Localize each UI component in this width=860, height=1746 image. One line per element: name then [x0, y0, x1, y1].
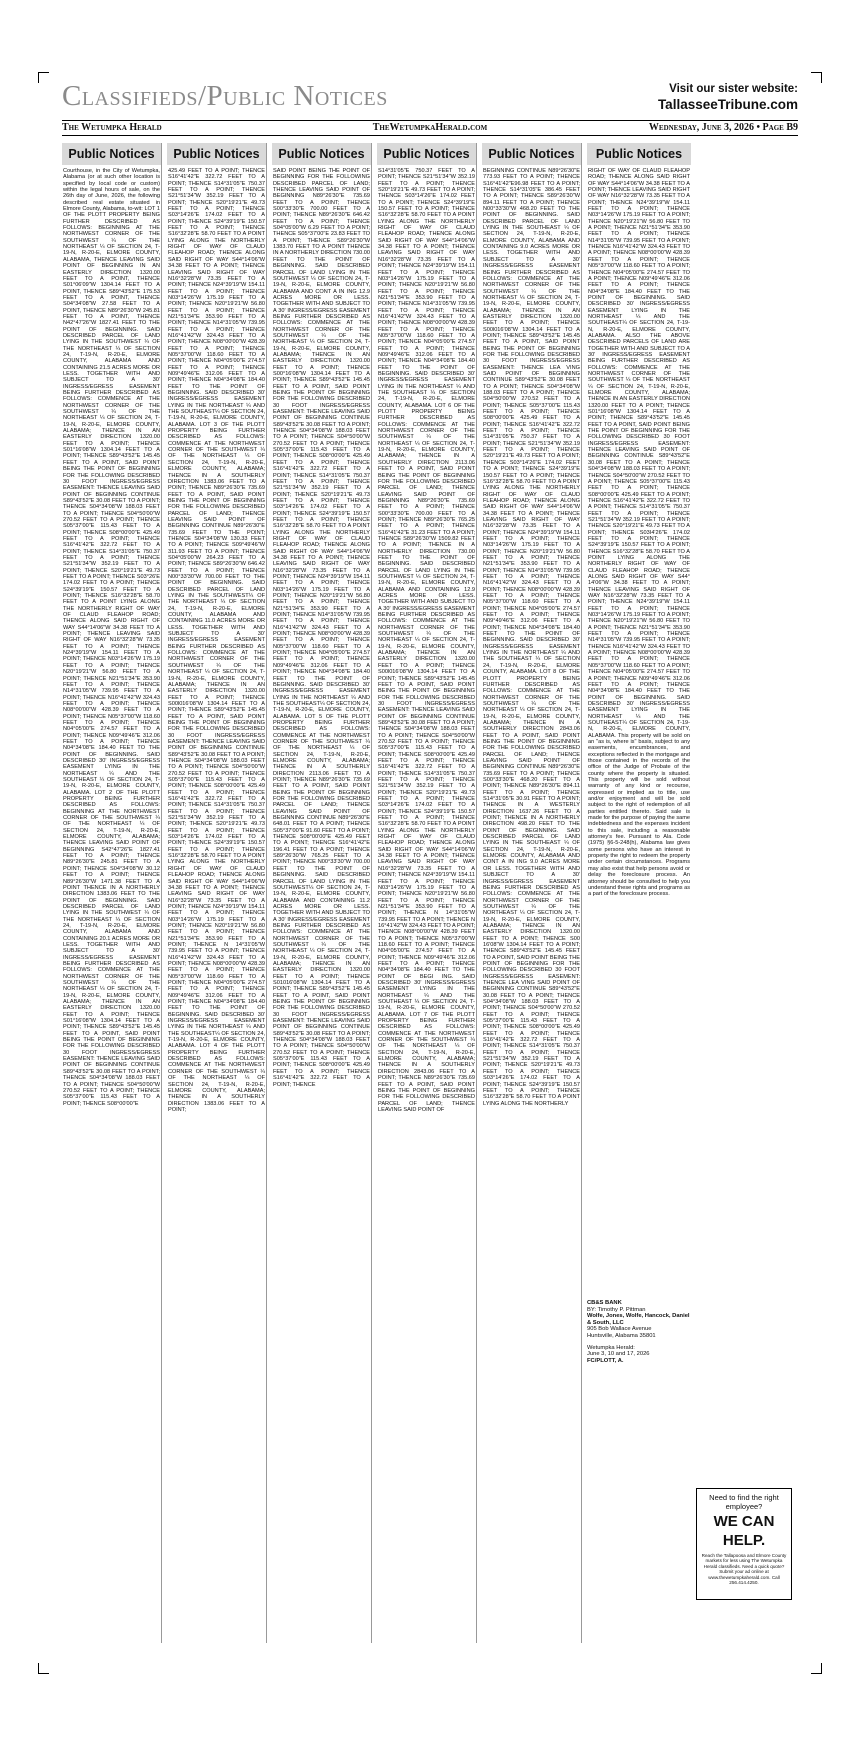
notice-signature [587, 1300, 691, 1364]
crop-mark-bottom-right [811, 1663, 822, 1674]
column-header: Public Notices [377, 143, 476, 165]
public-notices-columns [62, 143, 798, 1643]
ad-headline-2: HELP. [722, 1532, 766, 1549]
paper-website[interactable]: TheWetumpkaHerald.com [372, 122, 488, 133]
signature-by: BY: Timothy P. Pittman [587, 1306, 646, 1313]
ad-question: Need to find the right employee? [709, 1493, 779, 1511]
notice-column-6 [587, 143, 691, 1643]
column-text: Courthouse, in the City of Wetumpka, Alabama (or at such other location is specified by local code or custom) within the legal hours of sale, on the 26th day of June, 2026, the following described real estate situated in Elmore County, Alabama, to-wit: LOT 1 OF THE PLOTT PROPERTY BEING FURTHER DESCRIBED AS FOLLOWS: BEGINNING AT THE NORTHWEST CORNER OF THE SOUTHWEST ¼ OF THE NORTHEAST ¼ OF SECTION 24, T-19-N, R-20-E, ELMORE COUNTY, ALABAMA, THENCE LEAVING SAID POINT OF BEGINNING IN AN EASTERLY DIRECTION 1320.00 FEET TO A POINT, THENCE S01°06'09"W 1304.14 FEET TO A POINT, THENCE S89°43'52"E 175.53 FEET TO A POINT, THENCE S04°34'08"W 27.58 FEET TO A POINT, THENCE N89°26'30"W 245.81 FEET TO A POINT, THENCE N42°47'26"W 1827.41 FEET TO THE POINT OF BEGINNING. SAID DESCRIBED PARCEL OF LAND LYING IN THE SOUTHWEST ¼ OF THE NORTHEAST ¼ OF SECTION 24, T-19-N, R-20-E, ELMORE COUNTY, ALABAMA AND CONTAINING 21.5 ACRES MORE OR LESS. TOGETHER WITH AND SUBJECT TO A 30' INGRESS/EGRESS EASEMENT BEING FURTHER DESCRIBED AS FOLLOWS: COMMENCE AT THE NORTHWEST CORNER OF THE SOUTHWEST ¼ OF THE NORTHEAST ¼ OF SECTION 24, T-19-N, R-20-E, ELMORE COUNTY, ALABAMA; THENCE IN AN EASTERLY DIRECTION 1320.00 FEET TO A POINT; THENCE S01°16'08"W 1304.14 FEET TO A POINT; THENCE S89°43'52"E 145.45 FEET TO A POINT, SAID POINT BEING THE POINT OF BEGINNING FOR THE FOLLOWING DESCRIBED 30 FOOT INGRESS/EGRESS EASEMENT: THENCE LEAVING SAID POINT OF BEGINNING CONTINUE S89°43'52"E 30.08 FEET TO A POINT; THENCE S04°34'08"W 188.03 FEET TO A POINT; THENCE S04°50'00"W 270.52 FEET TO A POINT; THENCE S05°37'00"E 115.43 FEET TO A POINT; THENCE S08°00'00"E 425.49 FEET TO A POINT; THENCE S16°41'42"E 322.72 FEET TO A POINT; THENCE S14°31'05"E 750.37 FEET TO A POINT; THENCE S21°51'34"W 352.19 FEET TO A POINT; THENCE S20°19'21"E 49.73 FEET TO A POINT; THENCE S03°26'E 174.02 FEET TO A POINT; THENCE S24°39'19"E 150.57 FEET TO A POINT; THENCE S16°32'28"E 58.70 FEET TO A POINT LYING ALONG THE NORTHERLY RIGHT OF WAY OF CLAUD FLEAHOP ROAD; THENCE ALONG SAID RIGHT OF WAY S44°14'06"W 34.38 FEET TO A POINT; THENCE LEAVING SAID RIGHT OF WAY N16°32'28"W 73.35 FEET TO A POINT; THENCE N24°39'19"W 154.11 FEET TO A POINT; THENCE N03°14'26"W 175.19 FEET TO A POINT; THENCE N20°19'21"W 56.80 FEET TO A POINT; THENCE N21°51'34"E 353.90 FEET TO A POINT; THENCE N14°31'05"W 739.95 FEET TO A POINT; THENCE N16°41'42"W 324.43 FEET TO A POINT; THENCE N08°00'00"W 428.39 FEET TO A POINT; THENCE N05°37'00"W 118.60 FEET TO A POINT; THENCE N04°05'00"E 274.57 FEET TO A POINT; THENCE N09°49'46"E 312.06 FEET TO A POINT; THENCE N04°34'08"E 184.40 FEET TO THE POINT OF BEGINNING. SAID DESCRIBED 30' INGRESS/EGRESS EASEMENT LYING IN THE NORTHEAST ¼ AND THE SOUTHEAST ¼ OF SECTION 24, T-19-N, R-20-E, ELMORE COUNTY, ALABAMA. LOT 2 OF THE PLOTT PROPERTY BEING FURTHER DESCRIBED AS FOLLOWS: BEGINNING AT THE NORTHWEST CORNER OF THE SOUTHWEST ¼ OF THE NORTHEAST ¼ OF SECTION 24, T-19-N, R-20-E, ELMORE COUNTY, ALABAMA; THENCE LEAVING SAID POINT OF BEGINNING S42°47'26"E 1827.41 FEET TO A POINT; THENCE N89°26'30"E 245.81 FEET TO A POINT; THENCE S04°34'08"W 30.12 FEET TO A POINT; THENCE N89°26'30"W 1471.38 FEET TO A POINT THENCE IN A NORTHERLY DIRECTION 1383.06 FEET TO THE POINT OF BEGINNING. SAID DESCRIBED PARCEL OF LAND LYING IN THE SOUTHWEST ¼ OF THE NORTHEAST ¼ OF SECTION 24, T-19-N, R-20-E, ELMORE COUNTY, ALABAMA AND CONTAINING 20.1 ACRES MORE OR LESS. TOGETHER WITH AND SUBJECT TO A 30' INGRESS/EGRESS EASEMENT BEING FURTHER DESCRIBED AS FOLLOWS: COMMENCE AT THE NORTHWEST CORNER OF THE SOUTHWEST ¼ OF THE NORTHEAST ¼ OF SECTION 24, T-19-N, R-20-E, ELMORE COUNTY, ALABAMA; THENCE IN AN EASTERLY DIRECTION 1320.00 FEET TO A POINT; THENCE S01°16'08"W 1304.14 FEET TO A POINT; THENCE S89°43'52"E 145.45 FEET TO A POINT, SAID POINT BEING THE POINT OF BEGINNING FOR THE FOLLOWING DESCRIBED 30 FOOT INGRESS/EGRESS EASEMENT: THENCE LEAVING SAID POINT OF BEGINNING CONTINUE S89°43'52"E 30.08 FEET TO A POINT; THENCE S04°34'08"W 188.03 FEET TO A POINT; THENCE S04°50'00"W 270.52 FEET TO A POINT; THENCE S05°37'00"E 115.43 FEET TO A POINT; THENCE S08°00'00"E [63, 168, 160, 1107]
column-text: 425.49 FEET TO A POINT; THENCE S16°41'42"E 322.72 FEET TO A POINT; THENCE S14°31'05"E 750.37 FEET TO A POINT; THENCE S21°51'34"W 352.19 FEET TO A POINT; THENCE S20°19'21"E 49.73 FEET TO A POINT; THENCE S03°14'26"E 174.02 FEET TO A POINT; THENCE S24°39'19"E 150.57 FEET TO A POINT; THENCE S16°32'28"E 58.70 FEET TO A POINT LYING ALONG THE NORTHERLY RIGHT OF WAY OF CLAUD FLEAHOP ROAD; THENCE ALONG SAID RIGHT OF WAY S44°14'06"W 34.38 FEET TO A POINT; THENCE LEAVING SAID RIGHT OF WAY N16°32'28"W 73.35 FEET TO A POINT; THENCE N24°39'19"W 154.11 FEET TO A POINT; THENCE N03°14'26"W 175.19 FEET TO A POINT; THENCE N20°19'21"W 56.80 FEET TO A POINT; THENCE N21°51'34"E 353.90 FEET TO A POINT; THENCE N14°31'05"W 739.95 FEET TO A POINT; THENCE N16°41'42"W 324.43 FEET TO A POINT; THENCE N08°00'00"W 428.39 FEET TO A POINT; THENCE N05°37'00"W 118.60 FEET TO A POINT; THENCE N04°05'00"E 274.57 FEET TO A POINT; THENCE N09°49'46"E 312.06 FEET TO A POINT; THENCE N04°34'08"E 184.40 FEET TO THE POINT OF BEGINNING. SAID DESCRIBED 30' INGRESS/EGRESS EASEMENT LYING IN THE NORTHEAST ¼ AND THE SOUTHEAST¼ OF SECTION 24, T-19-N, R-20-E, ELMORE COUNTY, ALABAMA. LOT 3 OF THE PLOTT PROPERTY BEING FURTHER DESCRIBED AS FOLLOWS: COMMENCE AT THE NORTHWEST CORNER OF THE SOUTHWEST ¼ OF THE NORTHEAST ¼ OF SECTION 24, T-19-N, R-20-E, ELMORE COUNTY, ALABAMA; THENCE IN A SOUTHERLY DIRECTION 1383.06 FEET TO A POINT; THENCE N89°26'30"E 735.69 FEET TO A POINT, SAID POINT BEING THE POINT OF BEGINNING FOR THE FOLLOWING DESCRIBED PARCEL OF LAND; THENCE LEAVING SAID POINT OF BEGINNING CONTINUE N89°26'30"E 735.69 FEET TO THE POINT; THENCE S04°34'08"W 130.33 FEET TO A POINT; THENCE S09°49'46"W 311.93 FEET TO A POINT; THENCE S04°05'00"W 264.23 FEET TO A POINT; THENCE S89°26'30"W 646.42 FEET TO A POINT; THENCE N00°33'30"W 700.00 FEET TO THE POINT OF BEGINNING. SAID DESCRIBED PARCEL OF LAND LYING IN THE SOUTHWEST¼ OF THE NORTHEAST ¼ OF SECTION 24, T-19-N, R-20-E, ELMORE COUNTY, ALABAMA AND CONTAINING 11.0 ACRES MORE OR LESS. TOGETHER WITH AND SUBJECT TO A 30' INGRESS/EGRESS EASEMENT BEING FURTHER DESCRIBED AS FOLLOWS: COMMENCE AT THE NORTHWEST CORNER OF THE SOUTHWEST ¼ OF THE NORTHEAST ¼ OF SECTION 24, T-19-N, R-20-E, ELMORE COUNTY, ALABAMA; THENCE IN AN EASTERLY DIRECTION 1320.00 FEET TO A POINT; THENCE S00l016'08"W 1304.14 FEET TO A POINT; THENCE S89°43'52"E 145.45 FEET TO A POINT, SAID POINT BEING THE POINT OF BEGINNING FOR THE FOLLOWING DESCRIBED 30 FOOT INGRESS/EGRESS EASEMENT: THENCE LEAVING SAID POINT OF BEGINNING CONTINUE S89°43'52"E 30.08 FEET TO A POINT; THENCE S04°34'08"W 188.03 FEET TO A POINT; THENCE S04°50'00"W 270.52 FEET TO A POINT; THENCE S05°37'00"E 115.43 FEET TO A POINT; THENCE S08°00'00"E 425.49 FEET TO A POINT; THENCE S16°41'42"E 322.72 FEET TO A POINT; THENCE S14°31'05"E 750.37 FEET TO A POINT; THENCE S21°51'34"W 352.19 FEET TO A POINT; THENCE S20°19'21"E 49.73 FEET TO A POINT; THENCE S03°14'26"E 174.02 FEET TO A POINT; THENCE S24°39'19"E 150.57 FEET TO A POINT; THENCE S16°32'28"E 58.70 FEET TO A POINT LYING ALONG THE NORTHERLY RIGHT OF WAY OF CLAUD FLEAHOP ROAD; THENCE ALONG SAID RIGHT OF WAY S44°14'06"W 34.38 FEET TO A POINT; THENCE LEAVING SAID RIGHT OF WAY N16°32'28"W 73.35 FEET TO A POINT; THENCE N24°39'19"W 154.11 FEET TO A POINT; THENCE N03°14'26"W 175.19 FEET TO A POINT; THENCE N20°19'21"W 56.80 FEET TO A POINT; THENCE N21°51'34"E 353.90 FEET TO A POINT; THENCE N 14°31'05"W 739.95 FEET TO A POINT; THENCE N16°41'42"W 324.43 FEET TO A POINT; THENCE N08°00'00"W 428.39 FEET TO A POINT; THENCE N05°37'00"W 118.60 FEET TO A POINT; THENCE N04°05'00"E 274.57 FEET TO A POINT; THENCE N09°49'46"E 312.06 FEET TO A POINT; THENCE N04°34'08"E 184.40 FEET TO THE POINT OF BEGINNING. SAID DESCRIBED 30' INGRESS/EGRESS EASEMENT LYING IN THE NORTHEAST ¼ AND THE SOUTHEAST¼ OF SECTION 24, T-19-N, R-20-E, ELMORE COUNTY, ALABAMA. LOT 4 OF THE PLOTT PROPERTY BEING FURTHER DESCRIBED AS FOLLOWS: COMMENCE AT THE NORTHWEST CORNER OF THE SOUTHWEST ¼ OF THE NORTHEAST ¼ OF SECTION 24, T-19-N, R-20-E, ELMORE COUNTY, ALABAMA; THENCE IN A SOUTHERLY DIRECTION 1383.06 FEET TO A POINT; [168, 168, 265, 1113]
classified-ad[interactable] [696, 1488, 792, 1600]
column-text: RIGHT OF WAY OF CLAUD FLEAHOP ROAD; THENCE ALONG SAID RIGHT OF WAY S44°14'06"W 34.38 FEET TO A POINT; THENCE LEAVING SAID RIGHT OF WAY N16°32'28"W 73.35 FEET TO A POINT; THENCE N24°39'19"W 154.11 FEET TO A POINT; THENCE N03°14'26"W 175.19 FEET TO A POINT; THENCE N20°19'21"W 56.80 FEET TO A POINT; THENCE N21°51'34"E 353.90 FEET TO A POINT; THENCE N14°31'05"W 739.95 FEET TO A POINT; THENCE N16°41'42"W 324.43 FEET TO A POINT; THENCE N08°00'00"W 428.39 FEET TO A POINT; THENCE N05°37'00"W 118.60 FEET TO A POINT; THENCE N04°05'00"E 274.57 FEET TO A POINT; THENCE N09°49'46"E 312.06 FEET TO A POINT; THENCE N04°34'08"E 184.40 FEET TO THE POINT OF BEGINNING. SAID DESCRIBED 30' INGRESS/EGRESS EASEMENT LYING IN THE NORTHEAST ¼ AND THE SOUTHEAST¼ OF SECTION 24, T-19-N, R-20-E, ELMORE COUNTY, ALABAMA. ALSO THE ABOVE DESCRIBED PARCELS OF LAND ARE TOGETHER WITH AND SUBJECT TO A 30' INGRESS/EGRESS EASEMENT BEING FURTHER DESCRIBED AS FOLLOWS: COMMENCE AT THE NORTHWEST CORNER OF THE SOUTHWEST ¼ OF THE NORTHEAST ¼ OF SECTION 24, T-19-N, R-20-E, ELMORE COUNTY, ALABAMA; THENCE IN AN EASTERLY DIRECTION 1320.00 FEET TO A POINT; THENCE S01°16'08"W 1304.14 FEET TO A POINT; THENCE S89°43'52"E 145.45 FEET TO A POINT, SAID POINT BEING THE POINT OF BEGINNING FOR THE FOLLOWING DESCRIBED 30 FOOT INGRESS/EGRESS EASEMENT: THENCE LEAVING SAID POINT OF BEGINNING CONTINUE S89°43'52"E 30.08 FEET TO A POINT; THENCE S04°34'08"W 188.03 FEET TO A POINT; THENCE S04°50'00"W 270.52 FEET TO A POINT; THENCE S05°37'00"E 115.43 FEET TO A POINT; THENCE S08°00'00"E 425.49 FEET TO A POINT; THENCE S16°41'42"E 322.72 FEET TO A POINT; THENCE S14°31'05"E 750.37 FEET TO A POINT; THENCE S21°51'34"W 352.19 FEET TO A POINT; THENCE S20°19'21"E 49.73 FEET TO A POINT; THENCE S03I4'26"E 174.02 FEET TO A POINT; THENCE S24°39'19"E 150.57 FEET TO A POINT; THENCE S16°32'28"E 58.70 FEET TO A POINT LYING ALONG THE NORTHERLY RIGHT OF WAY OF CLAUD FLEAHOP ROAD; THENCE ALONG SAID RIGHT OF WAY S44° 14'06"W 34.38 FEET TO A POINT; THENCE LEAVING SAID RIGHT OF WAY N16°32'28"W 73.35 FEET TO A POINT; THENCE N24°39'19"W 154.11 FEET TO A POINT; THENCE N03°14'26"W 175.19 FEET TO A POINT; THENCE N20°19'21"W 56.80 FEET TO A POINT; THENCE N21°51'34"E 353.90 FEET TO A POINT; THENCE N14°31'05"W 739.95 FEET TO A POINT; THENCE N16°41'42"W 324.43 FEET TO A POINT; THENCE N08°00'00"W 428.39 FEET TO A POINT; THENCE N05°37'00"W 118.60 FEET TO A POINT; THENCE N04°05'00"E 274.57 FEET TO A POINT; THENCE N09°49'46"E 312.06 FEET TO A POINT; THENCE N04°34'08"E 184.40 FEET TO THE POINT OF BEGINNING. SAID DESCRIBED 30' INGRESS/EGRESS EASEMENT LYING IN THE NORTHEAST ¼ AND THE SOUTHEAST¼ OF SECTION 24, T-19-N, R-20-E, ELMORE COUNTY, ALABAMA. This property will be sold on an "as is, where is" basis, subject to any easements, encumbrances, and exceptions reflected in the mortgage and those contained in the records of the office of the Judge of Probate of the county where the property is situated. This property will be sold without warranty of any kind or recourse, expressed or implied as to title, use and/or enjoyment and will be sold subject to the right of redemption of all parties entitled thereto. Said sale is made for the purpose of paying the same indebtedness and the expenses incident to this sale, including a reasonable attorney's fee. Pursuant to Ala. Code (1975) §6-5-248(h), Alabama law gives some persons who have an interest in property the right to redeem the property under certain circumstances. Programs may also exist that help persons avoid or delay the foreclosure process. An attorney should be consulted to help you understand these rights and programs as a part of the foreclosure process. [588, 168, 690, 898]
notice-column-1 [62, 143, 162, 1643]
section-title: Classifieds/Public Notices [62, 80, 388, 112]
signature-firm: Wolfe, Jones, Wolfe, Hancock, Daniel & South, LLC [587, 1313, 690, 1326]
date-page: Wednesday, June 3, 2026 • Page B9 [648, 122, 798, 133]
signature-address2: Huntsville, Alabama 35801 [587, 1332, 656, 1339]
notice-column-7 [694, 143, 798, 1643]
publication-paper: Wetumpka Herald: [587, 1344, 635, 1351]
crop-mark-bottom-left [38, 1663, 49, 1674]
sister-site-promo [658, 82, 798, 112]
ad-body: Reach the Tallapoosa and Elmore County markets for less using The Wetumpka Herald classifieds. Need a quick quote? Submit your ad online at www.thewetumpkaherald.com. Call 256.414.4250. [701, 1553, 787, 1586]
notice-column-3 [272, 143, 372, 1643]
column-header: Public Notices [587, 143, 691, 165]
ad-headline-1: WE CAN [713, 1513, 775, 1530]
column-header: Public Notices [167, 143, 266, 165]
notice-column-4 [377, 143, 477, 1643]
sister-site-link[interactable]: TallasseeTribune.com [657, 97, 798, 112]
column-header: Public Notices [62, 143, 161, 165]
column-text: SAID POINT BEING THE POINT OF BEGINNING FOR THE FOLLOWING DESCRIBED PARCEL OF LAND; THENCE LEAVING SAID POINT OF BEGINNING N89°26'30"E 735.69 FEET TO A POINT; THENCE S00°33'30"E 700.00 FEET TO A POINT; THENCE N89°26'30"E 646.42 FEET TO A POINT; THENCE S04°05'00"W 6.29 FEET TO A POINT; THENCE S05°37'00"E 23.83 FEET TO A POINT; THENCE S89°26'30"W 1383.70 FEET TO A POINT THENCE IN A NORTHERLY DIRECTION 730.00 FEET TO THE POINT OF BEGINNING. SAID DESCRIBED PARCEL OF LAND LYING IN THE SOUTHWEST ¼ OF SECTION 24, T-19-N, R-20-E, ELMORE COUNTY, ALABAMA AND CONT A IN ING 12.9 ACRES MORE OR LESS. TOGETHER WITH AND SUBJECT TO A 30' INGRESS/EGRESS EASEMENT BEING FURTHER DESCRIBED AS FOLLOWS: COMMENCE AT THE NORTHWEST CORNER OF THE SOUTHWEST ¼ OF THE NORTHEAST ¼ OF SECTION 24, T-19-N, R-20-E, ELMORE COUNTY, ALABAMA; THENCE IN AN EASTERLY DIRECTION 1320.00 FEET TO A POINT; THENCE S00°16'08"W 1304.14 FEET TO A POINT; THENCE S89°43'52"E 145.45 FEET TO A POINT, SAID POINT BEING THE POINT OF BEGINNING FOR THE FOLLOWING DESCRIBED 30 FOOT INGRESS/EGRESS EASEMENT: THENCE LEAVING SAID POINT OF BEGINNING CONTINUE S89°43'52"E 30.08 FEET TO A POINT; THENCE S04°34'08"W 188.03 FEET TO A POINT; THENCE S04°50'00"W 270.52 FEET TO A POINT; THENCE S05°37'00"E 115.43 FEET TO A POINT; THENCE S08°00'00"E 425.49 FEET TO A POINT; THENCE S16°41'42"E 322.72 FEET TO A POINT; THENCE S14°31'05"E 750.37 FEET TO A POINT; THENCE S21°51'34"W 352.19 FEET TO A POINT; THENCE S20°19'21"E 49.73 FEET TO A POINT; THENCE S03°14'26"E 174.02 FEET TO A POINT; THENCE S24°39'19"E 150.57 FEET TO A POINT; THENCE S16°32'28"E 58.70 FEET TO A POINT LYING ALONG THE NORTHERLY RIGHT OF WAY OF CLAUD FLEAHOP ROAD; THENCE ALONG SAID RIGHT OF WAY S44°14'06"W 34.38 FEET TO A POINT; THENCE LEAVING SAID RIGHT OF WAY N16°32'28"W 73.35 FEET TO A POINT; THENCE N24°39'19"W 154.11 FEET TO A POINT; THENCE N03°14'26"W 175.19 FEET TO A POINT; THENCE N20°19'21"W 56.80 FEET TO A POINT; THENCE N21°51'34"E 353.90 FEET TO A POINT; THENCE N14°31'05"W 739.95 FEET TO A POINT; THENCE N16°41'42"W 324.43 FEET TO A POINT; THENCE N08°00'00"W 428.39 FEET TO A POINT; THENCE N05°37'00"W 118.60 FEET TO A POINT; THENCE N04°05'00"E 274.57 FEET TO A POINT; THENCE N09°49'46"E 312.06 FEET TO A POINT; THENCE N04°34'08"E 184.40 FEET TO THE POINT OF BEGINNING. SAID DESCRIBED 30' INGRESS/EGRESS EASEMENT LYING IN THE NORTHEAST ¼ AND THE SOUTHEAST¼ OF SECTION 24, T-19-N, R-20-E, ELMORE COUNTY, ALABAMA. LOT 5 OF THE PLOTT PROPERTY BEING FURTHER DESCRIBED AS FOLLOWS: COMMENCE AT THE NORTHWEST CORNER OF THE SOUTHWEST ¼ OF THE NORTHEAST ¼ OF SECTION 24, T-19-N, R-20-E, ELMORE COUNTY, ALABAMA; THENCE IN A SOUTHERLY DIRECTION 2113.06 FEET TO A POINT; THENCE N89°26'30"E 735.69 FEET TO A POINT, SAID POINT BEING THE POINT OF BEGINNING FOR THE FOLLOWING DESCRIBED PARCEL OF LAND; THENCE LEAVING SAID POINT OF BEGINNING CONTINUE N89°26'30"E 648.01 FEET TO A POINT; THENCE S05°37'00"E 91.60 FEET TO A POINT; THENCE S08°00'00"E 425.49 FEET TO A POINT; THENCE S16°41'42"E 196.41 FEET TO A POINT; THENCE S89°26'30"W 765.25 FEET TO A POINT; THENCE N00°33'30"W 700.00 FEET TO THE POINT OF BEGINNING. SAID DESCRIBED PARCEL OF LAND LYING IN THE SOUTHWEST¼ OF SECTION 24, T-19-N, R-20-E, ELMORE COUNTY, ALABAMA AND CONTAINING 11.2 ACRES MORE OR LESS. TOGETHER WITH AND SUBJECT TO A 30' INGRESS/EGRESS EASEMENT BEING FURTHER DESCRIBED AS FOLLOWS: COMMENCE AT THE NORTHWEST CORNER OF THE SOUTHWEST ¼ OF THE NORTHEAST ¼ OF SECTION 24, T-19-N, R-20-E, ELMORE COUNTY, ALABAMA; THENCE IN AN EASTERLY DIRECTION 1320.00 FEET TO A POINT; THENCE S01016'08"W 1304.14 FEET TO A POINT; THENCE S89°43'52"E 145.45 FEET TO A POINT, SAID POINT BEING THE POINT OF BEGINNING FOR THE FOLLOWING DESCRIBED 30 FOOT INGRESS/EGRESS EASEMENT: THENCE LEAVING SAID POINT OF BEGINNING CONTINUE S89°43'52"E 30.08 FEET TO A POINT; THENCE S04°34'08"W 188.03 FEET TO A POINT; THENCE S04°50'00"W 270.52 FEET TO A POINT; THENCE S05°37'00"E 115.43 FEET TO A POINT; THENCE S08°00'00"E 425.49 FEET TO A POINT; THENCE S16°41'42"E 322.72 FEET TO A POINT; THENCE [273, 168, 370, 1088]
folio-bar [62, 120, 798, 136]
crop-mark-top-left [38, 72, 49, 83]
notice-column-2 [167, 143, 267, 1643]
notice-column-5 [482, 143, 582, 1643]
column-text: BEGINNING CONTINUE N89°26'30"E 773.93 FEET TO A POINT; THENCE S16°41'42"E96.98 FEET TO A POINT; THENCE S14°31'05"E 386.45 FEET TO A POINT; THENCE S89°26'30"W 894.11 FEET TO A POINT; THENCE N00°33'30"W 468.20 FEET TO THE POINT OF BEGINNING. SAID DESCRIBED PARCEL OF LAND LYING IN THE SOUTHEAST ¼ OF SECTION 24, T-19-N, R-20-E, ELMORE COUNTY, ALABAMA AND CONTAINING 9.0 ACRES MORE OR LESS. TOGETHER WITH AND SUBJECT TO A 30' INGRESS/EGRESS EASEMENT BEING FURTHER DESCRIBED AS FOLLOWS: COMMENCE AT THE NORTHWEST CORNER OF THE SOUTHWEST ¼ OF THE NORTHEAST ¼ OF SECTION 24, T-19-N, R-20-E, ELMORE COUNTY, ALABAMA; THENCE IN AN EASTERLY DIRECTION 1320.00 FEET TO A POINT; THENCE S00l016'08"W 1304.14 FEET TO A POINT; THENCE S89°43'52"E 145.45 FEET TO A POINT, SAID POINT BEING THE POINT OF BEGINNING FOR THE FOLLOWING DESCRIBED 30 FOOT INGRESS/EGRESS EASEMENT: THENCE LEA VING SAID POINT OF BEGINNING CONTINUE S89°43'52"E 30.08 FEET TO A POINT; THENCE S04°34'08"W 188.03 FEET TO A POINT; THENCE S04°50'00"W 270.52 FEET TO A POINT; THENCE S05°37'00"E 115.43 FEET TO A POINT; THENCE S08°00'00"E 425.49 FEET TO A POINT; THENCE S16°41'42"E 322.72 FEET TO A POINT; THENCE S14°31'05"E 750.37 FEET TO A POINT; THENCE S21°51'34"W 352.19 FEET TO A POINT; THENCE S20°19'21"E 49.73 FEET TO A POINT; THENCE S03°14'26"E 174.02 FEET TO A POINT; THENCE S24°39'19"E 150.57 FEET TO A POINT; THENCE S16°32'28"E 58.70 FEET TO A POINT LYING ALONG THE NORTHERLY RIGHT OF WAY OF CLAUD FLEAHOP ROAD; THENCE ALONG SAID RIGHT OF WAY S44°14'06"W 34.38 FEET TO A POINT; THENCE LEAVING SAID RIGHT OF WAY N16°32'28"W 73.35 FEET TO A POINT; THENCE N24°39'19"W 154.11 FEET TO A POINT; THENCE N03°14'26"W 175.19 FEET TO A POINT; THENCE N20°19'21"W 56.80 FEET TO A POINT; THENCE N21°51'34"E 353.90 FEET TO A POINT; THENCE N14°31'05"W 739.95 FEET TO A POINT; THENCE N16°41'42"W 324.43 FEET TO A POINT; THENCE N08°00'00"W 428.39 FEET TO A POINT; THENCE N05°37'00"W 118.60 FEET TO A POINT; THENCE N04°05'00"E 274.57 FEET TO A POINT; THENCE N09°49'46"E 312.06 FEET TO A POINT; THENCE N04°34'08"E 184.40 FEET TO THE POINT OF BEGINNING. SAID DESCRIBED 30' INGRESS/EGRESS EASEMENT LYING IN THE NORTHEAST ¼ AND THE SOUTHEAST ¼ OF SECTION 24, T-19-N, R-20-E, ELMORE COUNTY, ALABAMA. LOT 8 OF THE PLOTT PROPERTY BEING FURTHER DESCRIBED AS FOLLOWS: COMMENCE AT THE NORTHWEST CORNER OF THE SOUTHWEST ¼ OF THE NORTHEAST ¼ OF SECTION 24, T-19-N, R-20-E, ELMORE COUNTY, ALABAMA; THENCE IN A SOUTHERLY DIRECTION 2843.06 FEET TO A POINT, SAID POINT BEING THE POINT OF BEGINNING FOR THE FOLLOWING DESCRIBED PARCEL OF LAND; THENCE LEAVING SAID POINT OF BEGINNING CONTINUE N89°26'30"E 735.69 FEET TO A POINT; THENCE S00°33'30"E 468.20 FEET TO A POINT; THENCE N89°26'30"E 894.11 FEET TO A POINT; THENCE S14°31'05"E 30.91 FEET TO A POINT; THENCE IN A WESTERLY DIRECTION 1637.26 FEET TO A POINT; THENCE IN A NORTHERLY DIRECTION 498.20 FEET TO THE POINT OF BEGINNING. SAID DESCRIBED PARCEL OF LAND LYING IN THE SOUTHEAST ¼ OF SECTION 24, T-19-N, R-20-E, ELMORE COUNTY, ALABAMA AND CONT A IN ING 9.0 ACRES MORE OR LESS. TOGETHER WITH AND SUBJECT TO A 30' INGRESS/EGRESS EASEMENT BEING FURTHER DESCRIBED AS FOLLOWS: COMMENCE AT THE NORTHWEST CORNER OF THE SOUTHWEST ¼ OF THE NORTHEAST ¼ OF SECTION 24, T-19-N, R-20-E, ELMORE COUNTY, ALABAMA; THENCE IN AN EASTERLY DIRECTION 1320.00 FEET TO A POINT; THENCE S00 16'08"W 1304.14 FEET TO A POINT; THENCE S89°43'52"E 145.45 FEET TO A POINT, SAID POINT BEING THE POINT OF BEGINNING FOR THE FOLLOWING DESCRIBED 30 FOOT INGRESS/EGRESS EASEMENT: THENCE LEA VING SAID POINT OF BEGINNING CONTINUE S89°43'52"E 30.08 FEET TO A POINT; THENCE S04°34'08"W 188.03 FEET TO A POINT; THENCE S04°50'00"W 270.52 FEET TO A POINT; THENCE S05°37'00"E 115.43 FEET TO A POINT; THENCE S08°00'00"E 425.49 FEET TO A POINT; THENCE S16°41'42"E 322.72 FEET TO A POINT; THENCE S14°31'05"E 750.37 FEET TO A POINT; THENCE S21°51'34"W 352.19 FEET TO A POINT; THENCE S20°19'21"E 49.73 FEET TO A POINT; THENCE S03°14'26"E 174.02 FEET TO A POINT; THENCE S24°39'19"E 150.57 FEET TO A POINT; THENCE S16°32'28"E 58.70 FEET TO A POINT LYING ALONG THE NORTHERLY [483, 168, 580, 1107]
paper-name: The Wetumpka Herald [62, 122, 162, 133]
signature-address1: 905 Bob Wallace Avenue [587, 1326, 652, 1333]
publication-dates: June 3, 10 and 17, 2026 [587, 1351, 650, 1358]
signature-bank: CB&S BANK [587, 1300, 622, 1306]
visit-text: Visit our sister website: [669, 83, 798, 95]
masthead [62, 80, 798, 114]
column-text: S14°31'05"E 750.37 FEET TO A POINT; THENCE S21°51'34"W 352.19 FEET TO A POINT; THENCE S20°19'21"E 49.73 FEET TO A POINT; THENCE S03°14'26"E 174.02 FEET TO A POINT; THENCE S24°39'19"E 150.57 FEET TO A POINT; THENCE S16°32'28"E 58.70 FEET TO A POINT LYING ALONG THE NORTHERLY RIGHT OF WAY OF CLAUD FLEAHOP ROAD; THENCE ALONG SAID RIGHT OF WAY S44°14'06"W 34.38 FEET TO A POINT; THENCE LEAVING SAID RIGHT OF WAY N16°32'28"W 73.35 FEET TO A POINT; THENCE N24°39'19"W 154.11 FEET TO A POINT; THENCE N03°14'26"W 175.19 FEET TO A POINT; THENCE N20°19'21"W 56.80 FEET TO A POINT; THENCE N21°51'34"E 353.90 FEET TO A POINT; THENCE N14°31'05"W 739.95 FEET TO A POINT; THENCE N16°41'42"W 324.43 FEET TO A POINT; THENCE N08°00'00"W 428.39 FEET TO A POINT; THENCE N05°37'00"W 118.60 FEET TO A POINT; THENCE N04°05'00"E 274.57 FEET TO A POINT; THENCE N09°49'46"E 312.06 FEET TO A POINT; THENCE N04°34'08"E 184.40 FEET TO THE POINT OF BEGINNING. SAID DESCRIBED 30' INGRESS/EGRESS EASEMENT LYING IN THE NORTHEAST ¼ AND THE SOUTHEAST ¼ OF SECTION 24, T-19-N, R-20-E, ELMORE COUNTY, ALABAMA. LOT 6 OF THE PLOTT PROPERTY BEING FURTHER DESCRIBED AS FOLLOWS: COMMENCE AT THE NORTHWEST CORNER OF THE SOUTHWEST ¼ OF THE NORTHEAST ¼ OF SECTION 24, T-19-N, R-20-E, ELMORE COUNTY, ALABAMA; THENCE IN A SOUTHERLY DIRECTION 2113.06 FEET TO A POINT, SAID POINT BEING THE POINT OF BEGINNING FOR THE FOLLOWING DESCRIBED PARCEL OF LAND; THENCE LEAVING SAID POINT OF BEGINNING N89°26'30"E 735.69 FEET TO A POINT; THENCE S00°33'30"E 700.00 FEET TO A POINT; THENCE N89°26'30"E 765.25 FEET TO A POINT; THENCE S16°41'42"E 31.23 FEET TO A POINT; THENCE S89°26'30"W 1509.82 FEET TO A POINT; THENCE IN A NORTHERLY DIRECTION 730.00 FEET TO THE POINT OF BEGINNING. SAID DESCRIBED PARCEL OF LAND LYING IN THE SOUTHWEST ¼ OF SECTION 24, T-19-N, R-20-E, ELMORE COUNTY, ALABAMA AND CONTAINING 12.9 ACRES MORE OR LESS. TOGETHER WITH AND SUBJECT TO A 30' INGRESS/EGRESS EASEMENT BEING FURTHER DESCRIBED AS FOLLOWS: COMMENCE AT THE NORTHWEST CORNER OF THE SOUTHWEST ¼ OF THE NORTHEAST ¼ OF SECTION 24, T-19-N, R-20-E, ELMORE COUNTY, ALABAMA; THENCE IN AN EASTERLY DIRECTION 1320.00 FEET TO A POINT; THENCE S00l016'08"W 1304.14 FEET TO A POINT; THENCE S89°43'52"E 145.45 FEET TO A POINT, SAID POINT BEING THE POINT OF BEGINNING FOR THE FOLLOWING DESCRIBED 30 FOOT INGRESS/EGRESS EASEMENT: THENCE LEAVING SAID POINT OF BEGINNING CONTINUE S89°43'52"E 30.08 FEET TO A POINT; THENCE S04°34'08"W 188.03 FEET TO A POINT; THENCE S04°50'00"W 270.52 FEET TO A POINT; THENCE S05°37'00"E 115.43 FEET TO A POINT; THENCE S08°00'00"E 425.49 FEET TO A POINT; THENCE S16°41'42"E 322.72 FEET TO A POINT; THENCE S14°31'05"E 750.37 FEET TO A POINT; THENCE S21°51'34"W 352.19 FEET TO A POINT; THENCE S20°19'21"E 49.73 FEET TO A POINT; THENCE S03°14'26"E 174.02 FEET TO A POINT; THENCE S24°39'19"E 150.57 FEET TO A POINT; THENCE S16°32'28"E 58.70 FEET TO A POINT LYING ALONG THE NORTHERLY RIGHT OF WAY OF CLAUD FLEAHOP ROAD; THENCE ALONG SAID RIGHT OF WAY S44°14'06"W 34.38 FEET TO A POINT; THENCE LEAVING SAID RIGHT OF WAY N16°32'28"W 73.35 FEET TO A POINT; THENCE N24°39'19"W 154.11 FEET TO A POINT; THENCE N03°14'26"W 175.19 FEET TO A POINT; THENCE N20°19'21"W 56.80 FEET TO A POINT; THENCE N21°51'34"E 353.90 FEET TO A POINT; THENCE N 14°31'05"W 739.95 FEET TO A POINT; THENCE N 16°41'42"W 324.43 FEET TO A POINT; THENCE N08°00'00"W 428.39 FEET TO A POINT; THENCE N05°37'00"W 118.60 FEET TO A POINT; THENCE N04°05'00"E 274.57 FEET TO A POINT; THENCE N09°49'46"E 312.06 FEET TO A POINT; THENCE N04°34'08"E 184.40 FEET TO THE POINT OF BEGI ING. SAID DESCRIBED 30' INGRESS/EGRESS EASEMENT LYING IN THE NORTHEAST ¼ AND THE SOUTHEAST ¼ OF SECTION 24, T-19-N, R-20-E, ELMORE COUNTY, ALABAMA. LOT 7 OF THE PLOTT PROPERTY BEING FURTHER DESCRIBED AS FOLLOWS: COMMENCE AT THE NORTHWEST CORNER OF THE SOUTHWEST ¼ OF THE NORTHEAST ¼ OF SECTION 24, T-19-N, R-20-E, ELMORE COUNTY, ALABAMA; THENCE IN A SOUTHERLY DIRECTION 2843.06 FEET TO A POINT; THENCE N89°26'30"E 735.69 FEET TO A POINT, SAID POINT BEING THE POINT OF BEGINNING FOR THE FOLLOWING DESCRIBED PARCEL OF LAND; THENCE LEAVING SAID POINT OF [378, 168, 476, 1113]
column-header: Public Notices [272, 143, 371, 165]
file-reference: FC/PLOTT, A. [587, 1357, 624, 1364]
crop-mark-top-right [811, 72, 822, 83]
column-header: Public Notices [482, 143, 581, 165]
